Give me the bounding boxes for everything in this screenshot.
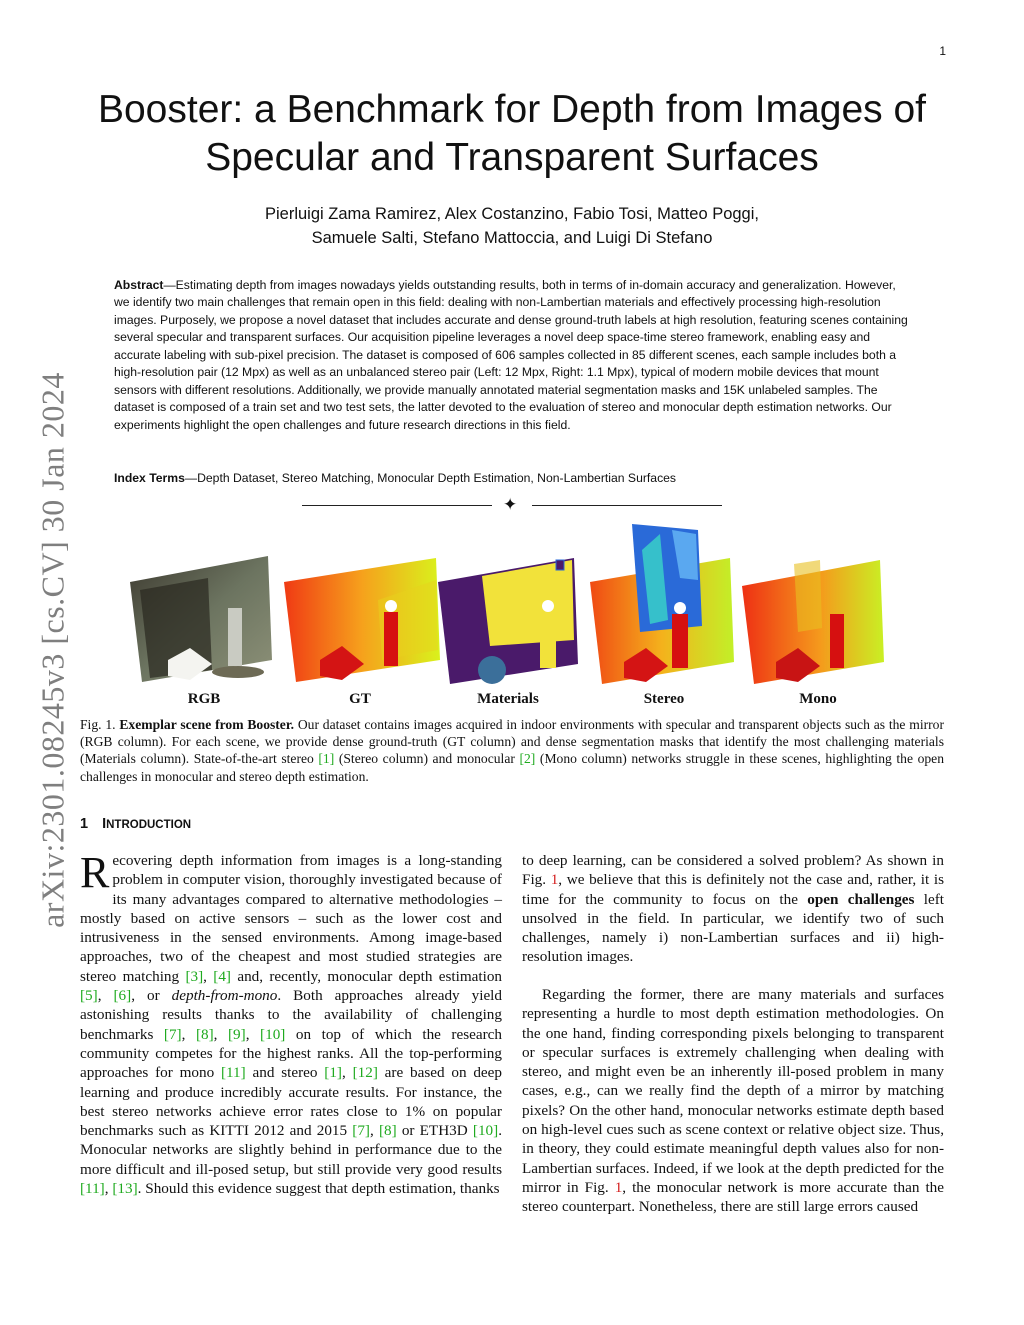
figure-1-panels	[120, 520, 900, 690]
figure-1	[120, 520, 900, 710]
intro-right-paragraph-2	[522, 985, 944, 1217]
author-list	[80, 202, 944, 250]
citation-link[interactable]: [11]	[220, 1064, 246, 1082]
separator-line-right	[532, 505, 722, 506]
text-run: , we believe that this is definitely not the case and, rather, it is time for the community to focus on the	[522, 871, 944, 908]
caption-text-2: (Stereo column) and monocular	[334, 751, 520, 767]
abstract-text: —Estimating depth from images nowadays yields outstanding results, both in terms of in-domain accuracy and generalization. However, we identify two main challenges that remain open in this field: dealing with non-Lambertian materials and effectively processing high-resolution images. Purposely, we propose a novel dataset that includes accurate and dense ground-truth labels at high resolution, featuring scenes containing several specular and transparent surfaces. Our acquisition pipeline leverages a novel deep space-time stereo framework, enabling easy and accurate labeling with sub-pixel precision. The dataset is composed of 606 samples collected in 85 different scenes, each sample includes both a high-resolution pair (12 Mpx) as well as an unbalanced stereo pair (Left: 12 Mpx, Right: 1.1 Mpx), typical of modern mobile devices that mount sensors with different resolutions. Additionally, we provide manually annotated material segmentation masks and 15K unlabeled samples. The dataset is composed of a train set and two test sets, the latter devoted to the evaluation of stereo and monocular depth estimation networks. Our experiments highlight the open challenges and future research directions in this field.	[114, 278, 908, 432]
text-run: ,	[213, 1025, 228, 1043]
authors-line-2: Samuele Salti, Stefano Mattoccia, and Luigi Di Stefano	[311, 229, 713, 247]
section-heading	[80, 816, 191, 832]
text-run: or ETH3D	[396, 1122, 473, 1140]
text-run: and stereo	[245, 1064, 325, 1082]
citation-link[interactable]: [11]	[80, 1180, 105, 1198]
figure-label-gt: GT	[349, 691, 371, 707]
text-run: on top of which the research community competes for the highest ranks. All the top-performing approaches for mono	[80, 1025, 503, 1082]
citation-link[interactable]: [4]	[213, 967, 231, 985]
text-run: ,	[203, 967, 214, 985]
citation-link[interactable]: [7]	[163, 1025, 182, 1043]
citation-link[interactable]: [3]	[185, 967, 204, 985]
citation-link[interactable]: [1]	[324, 1064, 342, 1082]
text-run: ,	[341, 1064, 353, 1082]
figure-panel-gt	[284, 558, 440, 682]
citation-link[interactable]: [13]	[112, 1180, 138, 1198]
italic-term: depth-from-mono	[171, 987, 278, 1005]
text-run: . Monocular networks are slightly behind in performance due to the more difficult and ill-posed setup, but still provide very good results	[80, 1122, 502, 1178]
text-run: left unsolved in the field. In particular, we identify two of such challenges, namely i) non-Lambertian surfaces and ii) high-resolution images.	[522, 890, 944, 966]
citation-link[interactable]: [10]	[260, 1025, 286, 1043]
intro-right-paragraph-1	[522, 851, 944, 967]
index-terms	[114, 470, 912, 487]
citation-link[interactable]: [8]	[195, 1025, 214, 1043]
index-terms-label: Index Terms	[114, 471, 185, 485]
separator-star-icon: ✦	[503, 495, 518, 514]
section-title-rest: NTRODUCTION	[106, 819, 192, 831]
figure-label-mono: Mono	[799, 691, 837, 707]
abstract-label: Abstract	[114, 278, 164, 292]
citation-link[interactable]: [8]	[378, 1122, 397, 1140]
text-run: , or	[131, 987, 172, 1005]
citation-link[interactable]: [2]	[519, 751, 536, 767]
intro-left-column	[80, 848, 503, 1198]
text-run: are based on deep learning and produce incredibly accurate results. For instance, the best stereo networks achieve error rates close to 1% on popular benchmarks such as KITTI 2012 and 2015	[80, 1064, 502, 1140]
figure-ref-link[interactable]: 1	[614, 1178, 623, 1196]
citation-link[interactable]: [6]	[113, 987, 132, 1005]
text-run: . Both approaches already yield astonishing results thanks to the availability of challenging benchmarks	[80, 987, 502, 1043]
section-title-first-letter: I	[102, 816, 107, 832]
figure-label-rgb: RGB	[187, 691, 221, 707]
text-run: , the monocular network is more accurate than the stereo counterpart. Nonetheless, there are still large errors caused	[522, 1178, 944, 1216]
abstract	[114, 277, 912, 434]
text-run: ,	[104, 1180, 113, 1198]
figure-panel-rgb	[130, 556, 272, 682]
citation-link[interactable]: [10]	[472, 1122, 499, 1140]
figure-caption	[80, 716, 944, 785]
figure-label-stereo: Stereo	[643, 691, 685, 707]
text-run: ,	[181, 1025, 196, 1043]
index-terms-text: —Depth Dataset, Stereo Matching, Monocular Depth Estimation, Non-Lambertian Surfaces	[184, 471, 677, 485]
paper-title	[60, 86, 964, 182]
figure-label-materials: Materials	[477, 691, 539, 707]
figure-panel-materials	[438, 558, 578, 684]
arxiv-stamp: arXiv:2301.08245v3 [cs.CV] 30 Jan 2024	[34, 372, 71, 928]
drop-cap: R	[80, 848, 110, 897]
citation-link[interactable]: [1]	[318, 751, 335, 767]
text-run: ,	[97, 987, 114, 1005]
citation-link[interactable]: [7]	[352, 1122, 370, 1140]
text-run: Regarding the former, there are many materials and surfaces representing a hurdle to most depth estimation methodologies. On the one hand, finding corresponding pixels belonging to transparent or specular surfaces is extremely challenging when dealing with stereo, and might even be an inherently ill-posed problem in many cases, e.g., can we really find the depth of a mirror by matching pixels? On the other hand, monocular networks estimate depth based on high-level cues such as scene context or relative object size. Thus, in theory, they could estimate meaningful depth values also for non-Lambertian surfaces. Indeed, if we look at the depth predicted for the mirror in Fig.	[522, 986, 944, 1196]
figure-ref-link[interactable]: 1	[550, 871, 559, 889]
authors-line-1: Pierluigi Zama Ramirez, Alex Costanzino, Fabio Tosi, Matteo Poggi,	[264, 205, 759, 223]
figure-panel-mono	[742, 560, 884, 684]
caption-text-1: Our dataset contains images acquired in indoor environments with specular and transparent objects such as the mirror (RGB column). For each scene, we provide dense ground-truth (GT column) and dense segmentation masks that identify the most challenging materials (Materials column). State-of-the-art stereo	[80, 717, 944, 767]
bold-term: open challenges	[807, 890, 915, 908]
section-separator	[302, 497, 722, 513]
caption-prefix: Fig. 1.	[80, 717, 120, 732]
citation-link[interactable]: [5]	[80, 987, 98, 1005]
citation-link[interactable]: [12]	[352, 1064, 378, 1082]
caption-text-3: (Mono column) networks struggle in these scenes, highlighting the open challenges in monocular and stereo depth estimation.	[80, 751, 944, 784]
section-number: 1	[80, 816, 89, 832]
separator-line-left	[302, 505, 492, 506]
text-run: . Should this evidence suggest that depth estimation, thanks	[137, 1180, 500, 1198]
figure-panel-stereo	[590, 524, 734, 684]
text-run: ecovering depth information from images is a long-standing problem in computer vision, thoroughly investigated because of its many advantages compared to alternative methodologies – mostly based on active sensors – such as the lower cost and intrusiveness in the sensed environments. Among image-based approaches, two of the cheapest and most studied strategies are stereo matching	[80, 852, 502, 985]
text-run: and, recently, monocular depth estimation	[231, 967, 503, 985]
text-run: to deep learning, can be considered a solved problem? As shown in Fig.	[522, 852, 944, 889]
citation-link[interactable]: [9]	[228, 1025, 246, 1043]
text-run: ,	[245, 1025, 261, 1043]
title-line-1: Booster: a Benchmark for Depth from Images of	[97, 88, 927, 131]
caption-bold: Exemplar scene from Booster.	[119, 717, 295, 732]
page-number: 1	[939, 44, 946, 58]
title-line-2: Specular and Transparent Surfaces	[205, 136, 819, 179]
text-run: ,	[370, 1122, 379, 1140]
